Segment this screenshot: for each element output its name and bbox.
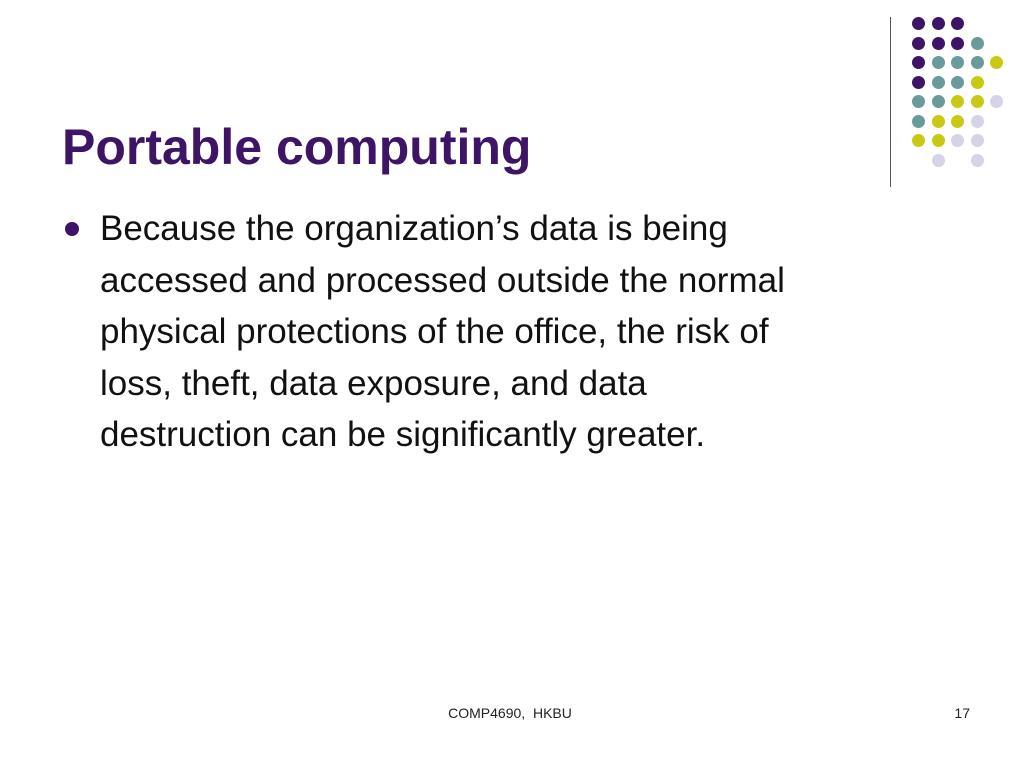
decorative-dot	[912, 76, 925, 89]
decorative-dot	[932, 115, 945, 128]
bullet-line: accessed and processed outside the normal	[100, 260, 785, 300]
decorative-dot	[951, 37, 964, 50]
decorative-dot	[951, 115, 964, 128]
bullet-line: Because the organization’s data is being	[100, 209, 728, 248]
decorative-dot	[951, 76, 964, 89]
decorative-dot	[951, 17, 964, 30]
footer-course: COMP4690, HKBU	[448, 705, 572, 721]
decorative-dot	[932, 56, 945, 69]
decorative-dot	[951, 134, 964, 147]
decorative-dot	[990, 95, 1003, 108]
bullet-dot-icon	[65, 222, 79, 236]
bullet-line: physical protections of the office, the risk of	[100, 312, 769, 351]
decorative-dot	[912, 17, 925, 30]
bullet-item	[60, 203, 960, 461]
decorative-dot	[912, 56, 925, 69]
decorative-dot	[990, 56, 1003, 69]
decorative-dot	[971, 37, 984, 50]
decorative-dot	[971, 115, 984, 128]
decorative-dot	[971, 154, 984, 167]
decorative-dot	[932, 76, 945, 89]
decorative-dot	[932, 17, 945, 30]
decorative-dot	[932, 134, 945, 147]
decorative-dot	[912, 95, 925, 108]
decorative-dot	[971, 95, 984, 108]
decorative-dot	[971, 76, 984, 89]
decorative-dot	[951, 95, 964, 108]
decorative-dot	[932, 154, 945, 167]
decorative-dot	[951, 56, 964, 69]
footer-page-number: 17	[954, 705, 970, 721]
decorative-dot	[971, 134, 984, 147]
bullet-line: destruction can be significantly greater.	[100, 415, 706, 454]
decorative-dot	[932, 95, 945, 108]
vertical-divider	[890, 17, 891, 187]
decorative-dot	[912, 134, 925, 147]
slide-title: Portable computing	[62, 118, 532, 175]
decorative-dot	[971, 56, 984, 69]
decorative-dot	[912, 37, 925, 50]
decorative-dot	[932, 37, 945, 50]
bullet-line: loss, theft, data exposure, and data	[100, 363, 647, 403]
bullet-list	[60, 203, 960, 461]
decorative-dot	[912, 115, 925, 128]
